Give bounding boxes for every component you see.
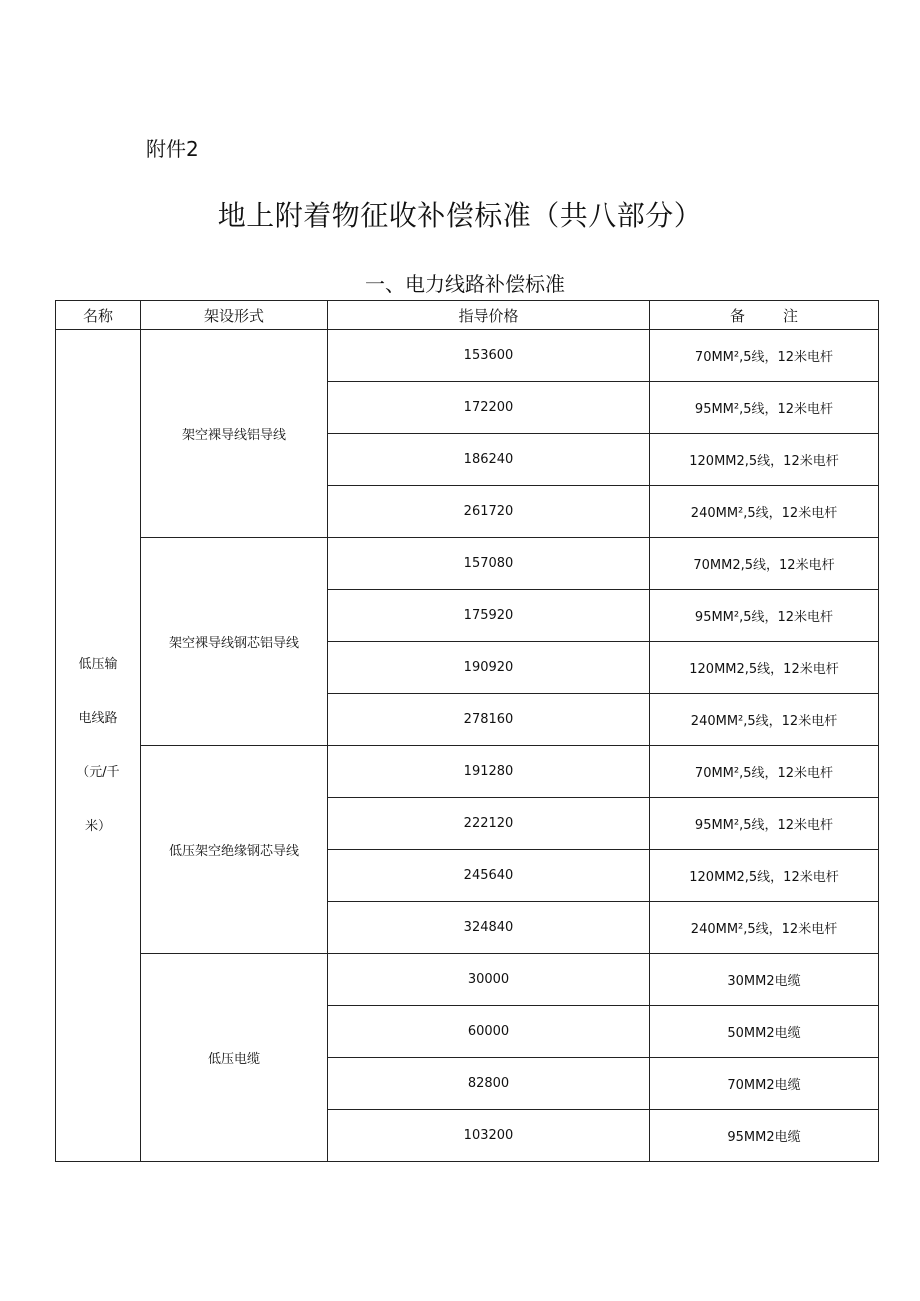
cell-form: 架空裸导线钢芯铝导线 xyxy=(141,538,328,746)
cell-form: 低压电缆 xyxy=(141,954,328,1162)
table-row xyxy=(56,330,879,382)
header-name: 名称 xyxy=(56,301,141,330)
table-row xyxy=(56,746,879,798)
cell-price: 222120 xyxy=(328,798,650,850)
cell-remark: 240MM²,5线，12米电杆 xyxy=(650,694,879,746)
cell-price: 60000 xyxy=(328,1006,650,1058)
cell-remark: 50MM2电缆 xyxy=(650,1006,879,1058)
table-header-row xyxy=(56,301,879,330)
cell-remark: 95MM2电缆 xyxy=(650,1110,879,1162)
cell-price: 172200 xyxy=(328,382,650,434)
cell-remark: 95MM²,5线，12米电杆 xyxy=(650,798,879,850)
main-title: 地上附着物征收补偿标准（共八部分） xyxy=(217,199,703,232)
name-line: 电线路 xyxy=(78,710,118,726)
name-line: 低压输 xyxy=(78,656,118,672)
cell-remark: 120MM2,5线，12米电杆 xyxy=(650,434,879,486)
cell-remark: 95MM²,5线，12米电杆 xyxy=(650,382,879,434)
cell-remark: 70MM2电缆 xyxy=(650,1058,879,1110)
cell-price: 186240 xyxy=(328,434,650,486)
cell-price: 153600 xyxy=(328,330,650,382)
cell-price: 30000 xyxy=(328,954,650,1006)
cell-remark: 240MM²,5线，12米电杆 xyxy=(650,486,879,538)
compensation-table xyxy=(55,300,879,1162)
cell-price: 82800 xyxy=(328,1058,650,1110)
cell-price: 190920 xyxy=(328,642,650,694)
cell-price: 324840 xyxy=(328,902,650,954)
cell-remark: 70MM²,5线，12米电杆 xyxy=(650,330,879,382)
cell-price: 175920 xyxy=(328,590,650,642)
cell-remark: 240MM²,5线，12米电杆 xyxy=(650,902,879,954)
name-line: 米） xyxy=(84,818,111,834)
cell-price: 278160 xyxy=(328,694,650,746)
cell-price: 261720 xyxy=(328,486,650,538)
header-remark: 备注 xyxy=(650,301,879,330)
attachment-label: 附件2 xyxy=(146,137,199,161)
cell-form: 低压架空绝缘钢芯导线 xyxy=(141,746,328,954)
cell-remark: 95MM²,5线，12米电杆 xyxy=(650,590,879,642)
header-form: 架设形式 xyxy=(141,301,328,330)
cell-form: 架空裸导线铝导线 xyxy=(141,330,328,538)
cell-remark: 30MM2电缆 xyxy=(650,954,879,1006)
name-line: （元/千 xyxy=(76,764,120,780)
table-row xyxy=(56,954,879,1006)
cell-remark: 120MM2,5线，12米电杆 xyxy=(650,850,879,902)
cell-price: 103200 xyxy=(328,1110,650,1162)
cell-remark: 70MM2,5线，12米电杆 xyxy=(650,538,879,590)
cell-remark: 70MM²,5线，12米电杆 xyxy=(650,746,879,798)
cell-remark: 120MM2,5线，12米电杆 xyxy=(650,642,879,694)
cell-name xyxy=(56,330,141,1162)
cell-price: 191280 xyxy=(328,746,650,798)
table-row xyxy=(56,538,879,590)
header-price: 指导价格 xyxy=(328,301,650,330)
cell-price: 157080 xyxy=(328,538,650,590)
section-title: 一、电力线路补偿标准 xyxy=(365,272,565,296)
cell-price: 245640 xyxy=(328,850,650,902)
